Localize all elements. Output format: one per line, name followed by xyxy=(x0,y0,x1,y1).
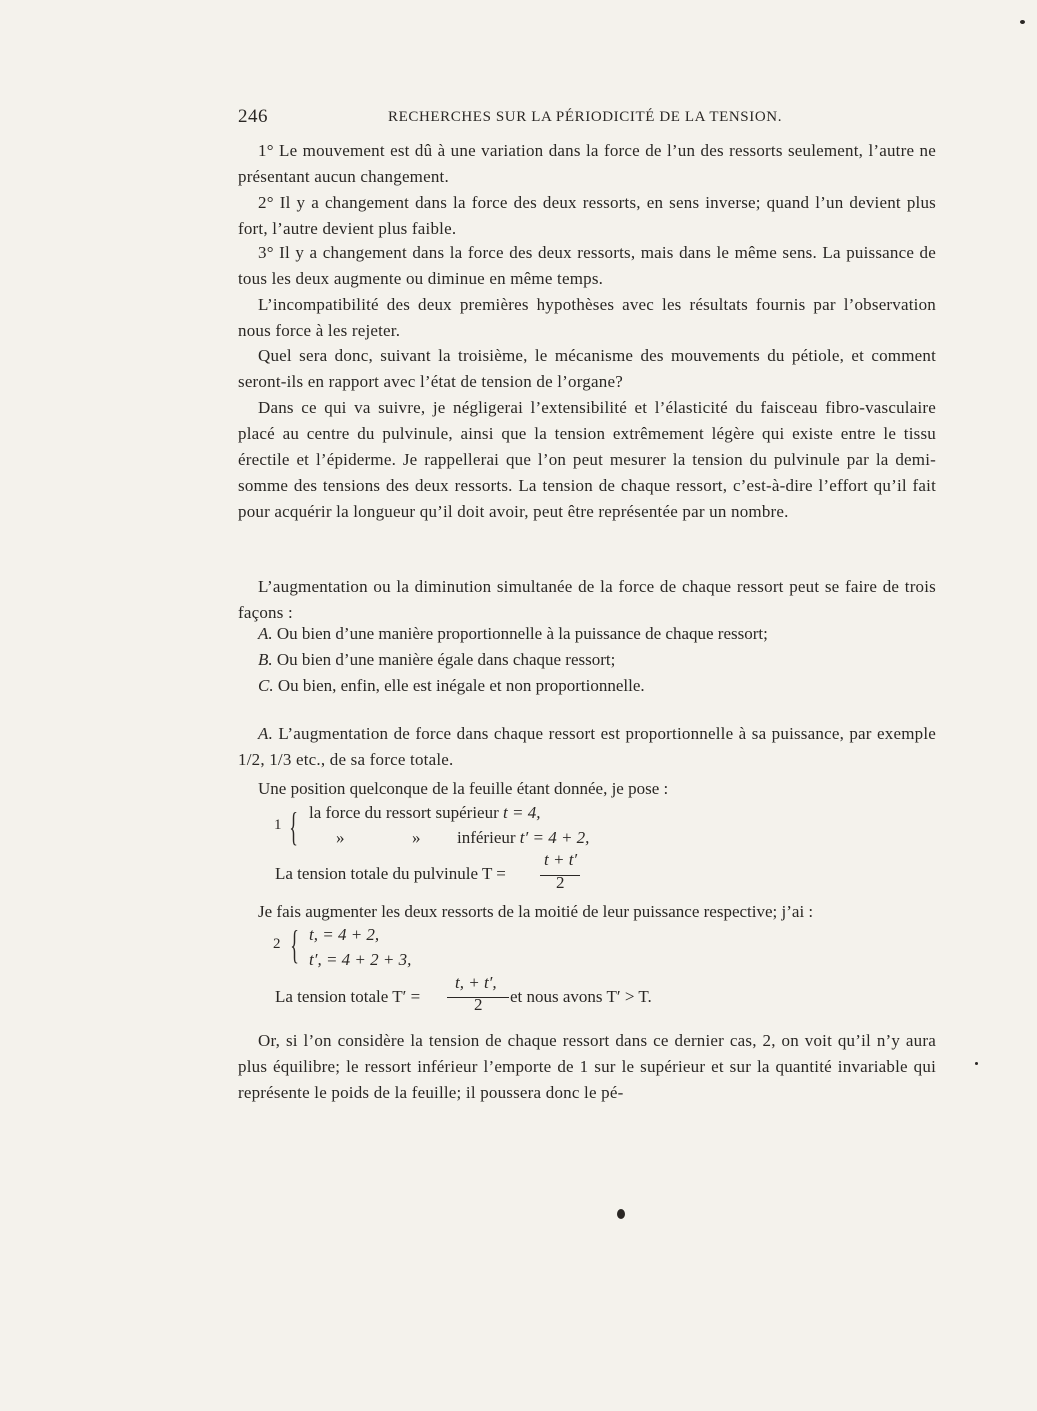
system1-line1: la force du ressort supérieur t = 4, xyxy=(309,803,541,822)
page-number: 246 xyxy=(238,106,268,127)
tension1-denominator: 2 xyxy=(556,873,565,892)
system1-brace: { xyxy=(289,804,298,849)
scan-speck xyxy=(617,1209,625,1219)
system1-ditto-2: » xyxy=(412,828,421,847)
case-text: Ou bien, enfin, elle est inégale et non proportionnelle. xyxy=(277,676,645,695)
system2-brace: { xyxy=(290,922,299,967)
system1-number: 1 xyxy=(274,817,282,833)
system1-ditto-1: » xyxy=(336,828,345,847)
tension2-label: La tension totale T′ = xyxy=(275,987,421,1006)
paragraph-2: 2° Il y a changement dans la force des deux ressorts, en sens inverse; quand l’un devient plus fort, l’autre devient plus faible. xyxy=(238,193,936,238)
case-text: Ou bien d’une manière égale dans chaque ressort; xyxy=(276,650,616,669)
system2-line1: t, = 4 + 2, xyxy=(309,925,380,944)
position-intro: Une position quelconque de la feuille étant donnée, je pose : xyxy=(258,779,669,798)
paragraph-7: L’augmentation ou la diminution simultanée de la force de chaque ressort peut se faire de trois façons : xyxy=(238,577,936,622)
paragraph-1: 1° Le mouvement est dû à une variation dans la force de l’un des ressorts seulement, l’autre ne présentant aucun changement. xyxy=(238,141,936,186)
case-letter: B. xyxy=(258,650,273,669)
scan-speck xyxy=(1020,20,1025,24)
case-b-item xyxy=(258,650,615,670)
paragraph-4: L’incompatibilité des deux premières hypothèses avec les résultats fournis par l’observation nous force à les rejeter. xyxy=(238,295,936,340)
case-a-item xyxy=(258,624,768,644)
running-title: RECHERCHES SUR LA PÉRIODICITÉ DE LA TENSION. xyxy=(388,109,783,125)
page-header xyxy=(238,106,938,132)
paragraph-3: 3° Il y a changement dans la force des deux ressorts, mais dans le même sens. La puissance de tous les deux augmente ou diminue en même temps. xyxy=(238,243,936,288)
case-letter: A. xyxy=(258,624,273,643)
tension2-denominator: 2 xyxy=(474,995,483,1014)
paragraph-5: Quel sera donc, suivant la troisième, le mécanisme des mouvements du pétiole, et comment seront-ils en rapport avec l’état de tension de l’organe? xyxy=(238,346,936,391)
tension2-numerator: t, + t′, xyxy=(455,973,497,992)
augment-intro: Je fais augmenter les deux ressorts de la moitié de leur puissance respective; j’ai : xyxy=(258,902,814,921)
paragraph-case-a xyxy=(238,721,936,773)
system2-line2: t′, = 4 + 2 + 3, xyxy=(309,950,412,969)
case-letter: C. xyxy=(258,676,274,695)
system2-number: 2 xyxy=(273,936,281,952)
scan-speck xyxy=(975,1062,978,1065)
closing-paragraph: Or, si l’on considère la tension de chaque ressort dans ce dernier cas, 2, on voit qu’il n’y aura plus équilibre; le ressort inférieur l’emporte de 1 sur le supérieur et sur la quantité invariable qui représente le poids de la feuille; il poussera donc le pé- xyxy=(238,1031,936,1102)
tension1-label: La tension totale du pulvinule T = xyxy=(275,864,506,883)
system1-line2: inférieur t′ = 4 + 2, xyxy=(457,828,590,847)
case-a-letter: A. xyxy=(258,724,274,743)
case-a-text: L’augmentation de force dans chaque ressort est proportionnelle à sa puissance, par exemple 1/2, 1/3 etc., de sa force totale. xyxy=(238,724,936,769)
tension1-numerator: t + t′ xyxy=(544,850,578,869)
tension2-conclusion: et nous avons T′ > T. xyxy=(510,987,652,1006)
case-c-item xyxy=(258,676,645,696)
case-text: Ou bien d’une manière proportionnelle à la puissance de chaque ressort; xyxy=(276,624,768,643)
paragraph-6: Dans ce qui va suivre, je négligerai l’extensibilité et l’élasticité du faisceau fibro-vasculaire placé au centre du pulvinule, ainsi que la tension extrêmement légère qui existe entre le tissu érectile et l’épiderme. Je rappellerai que l’on peut mesurer la tension du pulvinule par la demi-somme des tensions des deux ressorts. La tension de chaque ressort, c’est-à-dire l’effort qu’il fait pour acquérir la longueur qu’il doit avoir, peut être représentée par un nombre. xyxy=(238,398,936,521)
